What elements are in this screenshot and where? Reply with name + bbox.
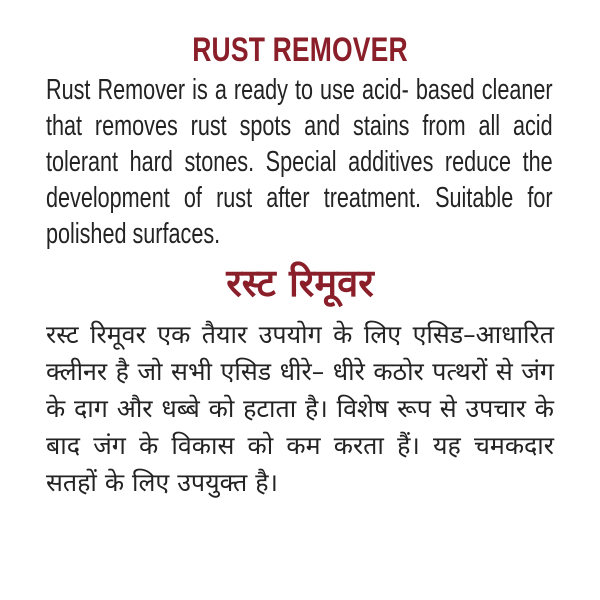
english-title: RUST REMOVER bbox=[192, 31, 408, 69]
english-description: Rust Remover is a ready to use acid- based cleaner that removes rust spots and stains from all acid tolerant hard stones. Special additives reduce the development of rust after treatment. Suitable for polished surfaces. bbox=[46, 74, 553, 250]
hindi-description: रस्ट रिमूवर एक तैयार उपयोग के लिए एसिड–आधारित क्लीनर है जो सभी एसिड धीरे– धीरे कठोर पत्थरों से जंग के दाग और धब्बे को हटाता है। विशेष रूप से उपचार के बाद जंग के विकास को कम करता हैं। यह चमकदार सतहों के लिए उपयुक्त है। bbox=[46, 320, 554, 497]
hindi-title: रस्ट रिमूवर bbox=[226, 261, 374, 305]
